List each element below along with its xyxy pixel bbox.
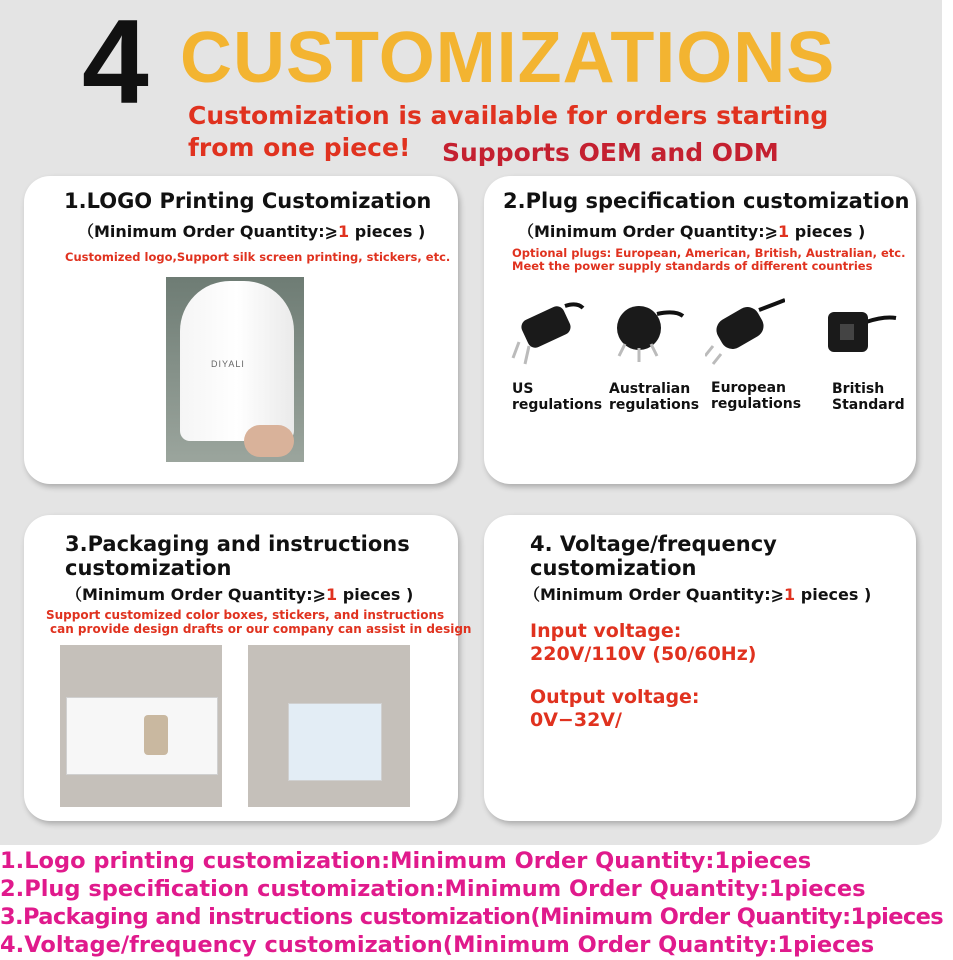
hand-image [244, 425, 294, 457]
card-4-title: 4. Voltage/frequency customization [530, 532, 777, 580]
summary-line-3: 3.Packaging and instructions customization(Minimum Order Quantity:1pieces [0, 904, 944, 930]
card-4-moq: （Minimum Order Quantity:⩾1 pieces ) [524, 585, 872, 604]
lamp-brand-text: DIYALI [211, 359, 245, 369]
european-plug-icon [705, 298, 785, 370]
output-voltage-value: 0V−32V/ [530, 709, 622, 731]
card-3-note: Support customized color boxes, stickers, and instructions can provide design drafts or our company can assist in design [46, 608, 472, 636]
subtitle-line-2: from one piece! [188, 133, 411, 162]
card-2-note: Optional plugs: European, American, British, Australian, etc. Meet the power supply standards of different countries [512, 246, 906, 273]
packaging-photo-2 [248, 645, 410, 807]
card-1-moq: （Minimum Order Quantity:⩾1 pieces ) [78, 222, 426, 241]
plug-label-european: European regulations [711, 380, 802, 412]
logo-lamp-photo [166, 277, 304, 462]
plug-label-australian: Australian regulations [609, 381, 700, 413]
plug-label-british: British Standard [832, 381, 905, 413]
box-front-image [66, 697, 218, 775]
summary-line-2: 2.Plug specification customization:Minimum Order Quantity:1pieces [0, 876, 866, 902]
us-plug-icon [505, 298, 585, 370]
summary-line-1: 1.Logo printing customization:Minimum Order Quantity:1pieces [0, 848, 812, 874]
input-voltage-label: Input voltage: [530, 620, 682, 642]
plug-label-us: US regulations [512, 381, 603, 413]
headline-number: 4 [82, 0, 149, 129]
card-2-moq: （Minimum Order Quantity:⩾1 pieces ) [518, 222, 866, 241]
card-1-note: Customized logo,Support silk screen printing, stickers, etc. [65, 250, 451, 264]
card-1-title: 1.LOGO Printing Customization [64, 189, 432, 213]
subtitle-line-1: Customization is available for orders starting [188, 101, 829, 130]
card-3-moq: （Minimum Order Quantity:⩾1 pieces ) [66, 585, 414, 604]
headline-title: CUSTOMIZATIONS [180, 18, 836, 98]
card-3-title: 3.Packaging and instructions customization [65, 532, 410, 580]
card-2-title: 2.Plug specification customization [503, 189, 910, 213]
packaging-photo-1 [60, 645, 222, 807]
input-voltage-value: 220V/110V (50/60Hz) [530, 643, 757, 665]
output-voltage-label: Output voltage: [530, 686, 700, 708]
british-plug-icon [822, 298, 902, 370]
box-back-image [288, 703, 382, 781]
oem-odm-text: Supports OEM and ODM [442, 138, 779, 167]
australian-plug-icon [605, 298, 685, 370]
lamp-on-box-image [144, 715, 168, 755]
summary-line-4: 4.Voltage/frequency customization(Minimum Order Quantity:1pieces [0, 932, 875, 958]
